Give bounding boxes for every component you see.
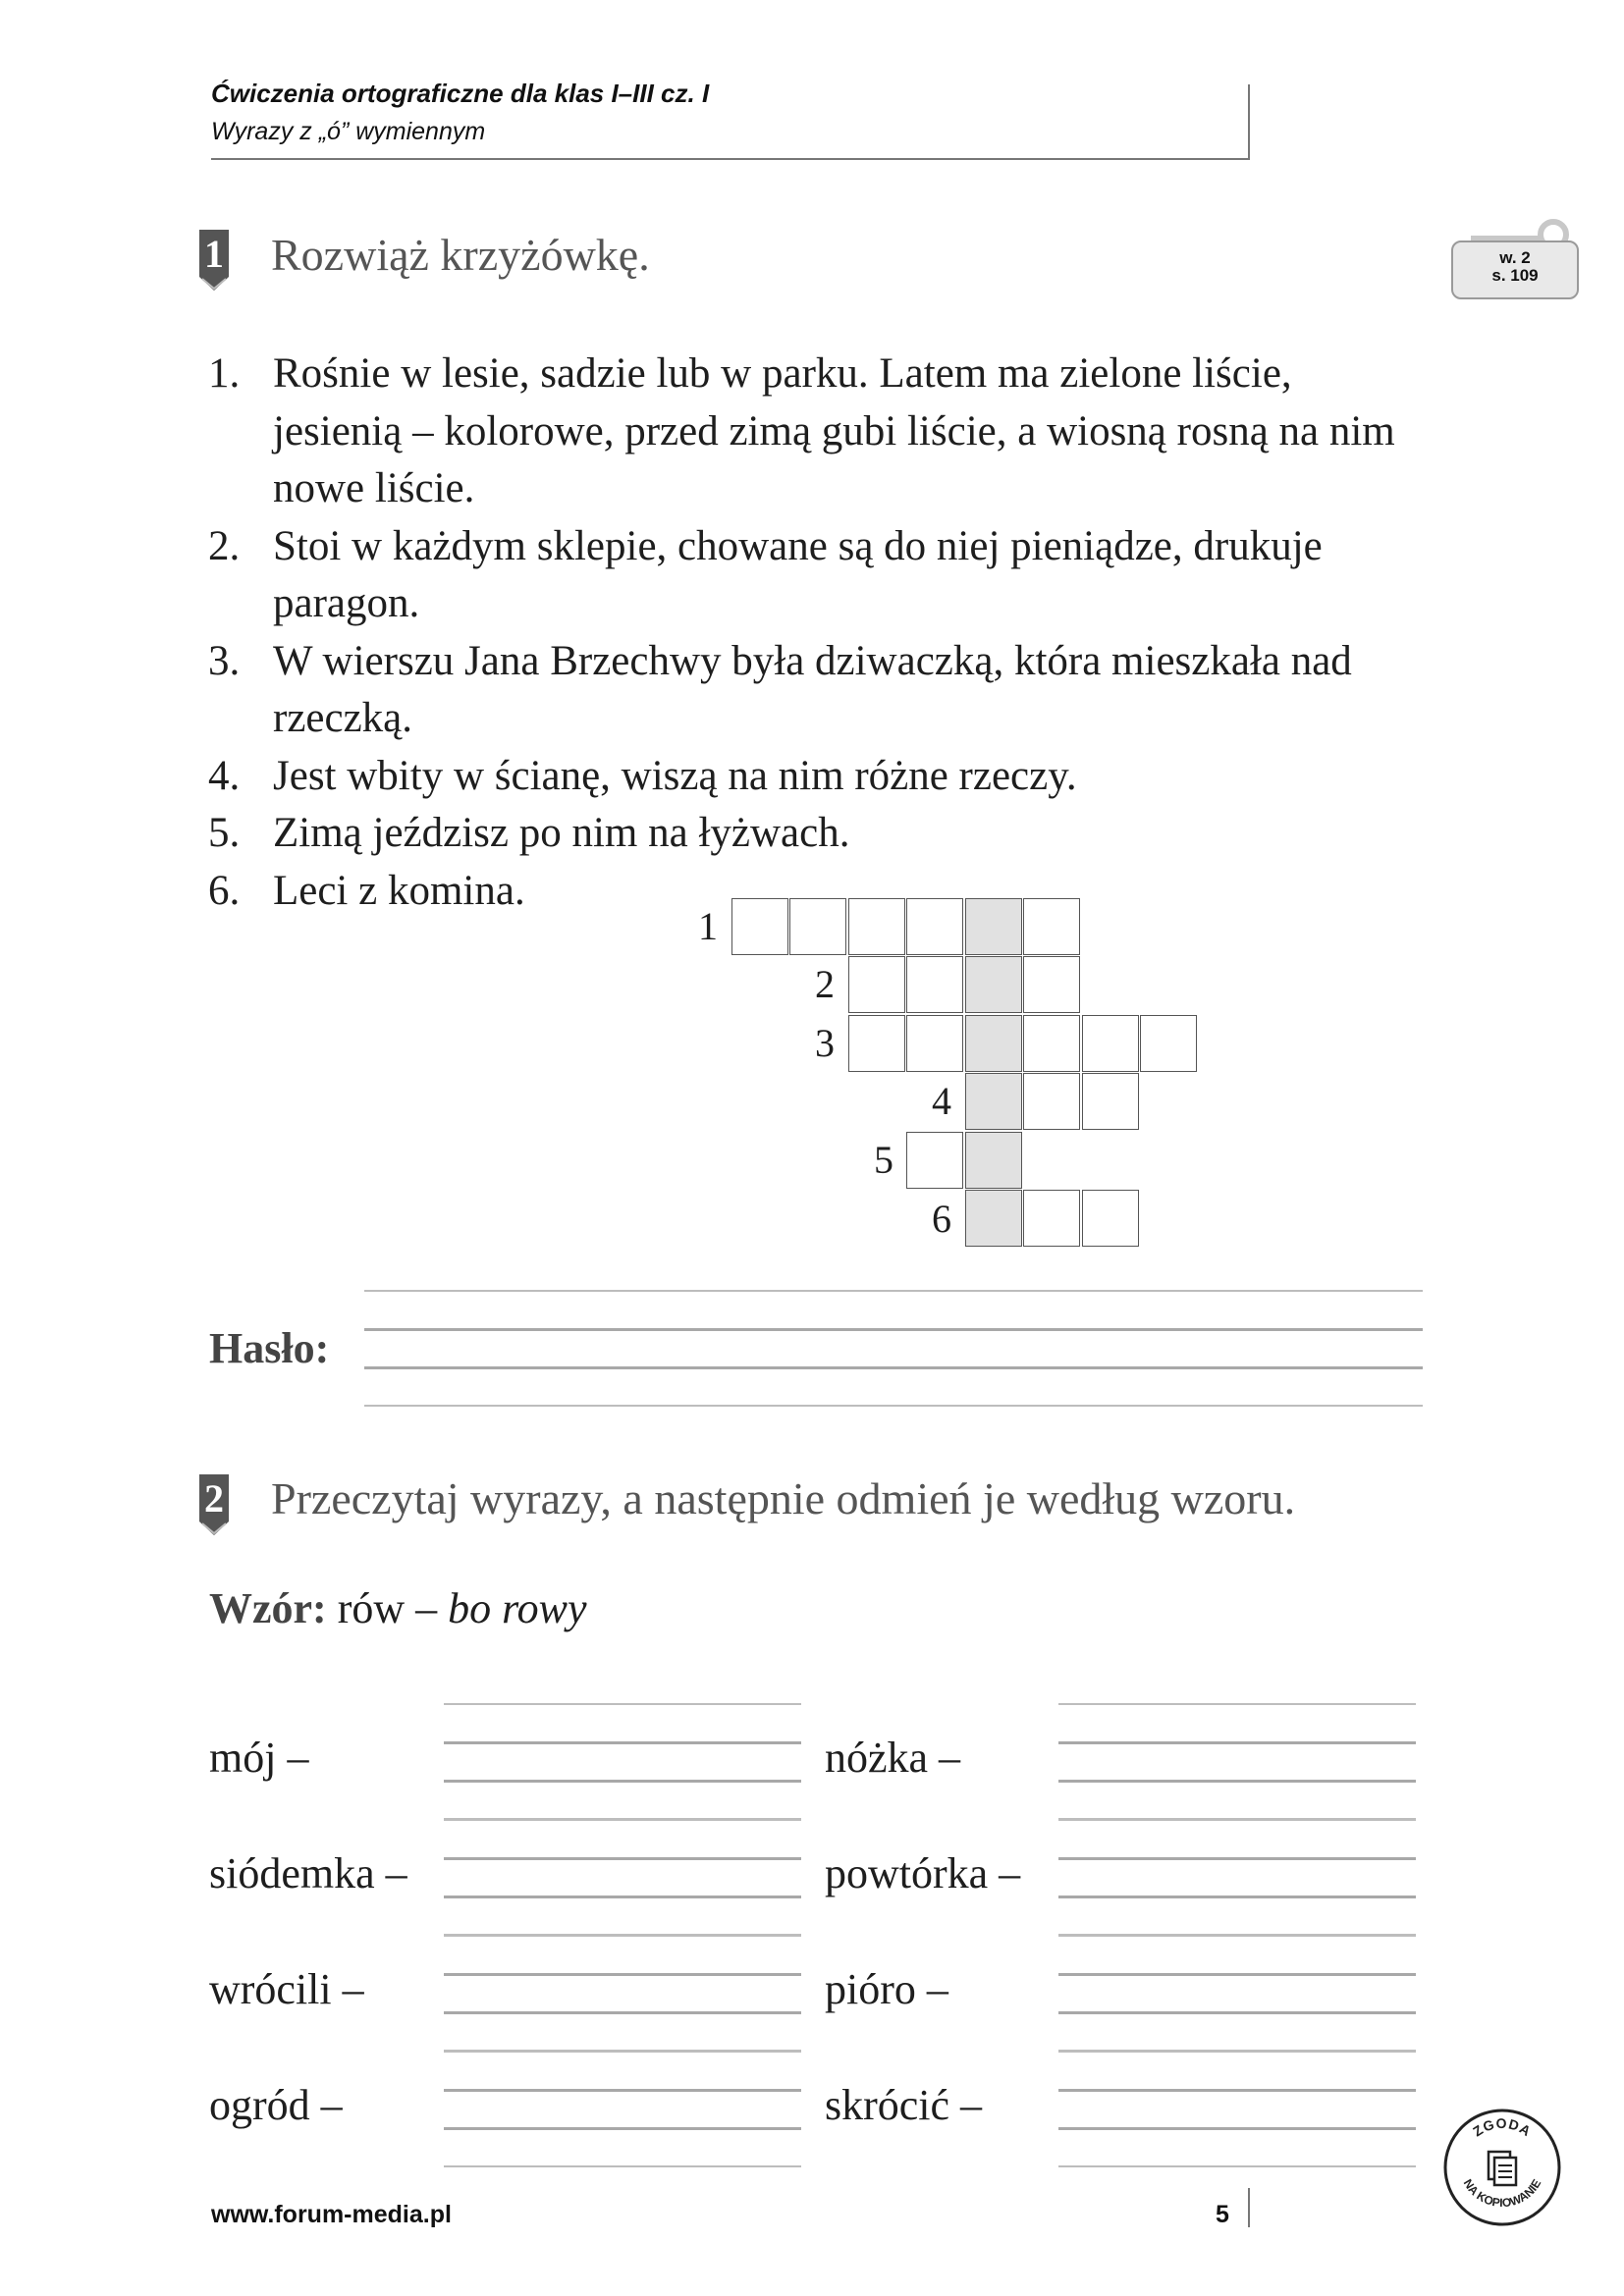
page-number: 5 — [1216, 2201, 1229, 2228]
crossword-key-cell[interactable] — [965, 956, 1022, 1013]
word-left: mój – — [209, 1734, 309, 1782]
clue-number: 2. — [208, 522, 241, 569]
writing-line[interactable] — [1058, 1741, 1416, 1744]
word-left: siódemka – — [209, 1849, 407, 1897]
clue-item — [208, 633, 1426, 748]
crossword-cell[interactable] — [1023, 956, 1080, 1013]
footer-divider — [1248, 2188, 1250, 2227]
crossword-cell[interactable] — [906, 956, 963, 1013]
writing-line[interactable] — [1058, 1703, 1416, 1705]
header-vertical-divider — [1248, 84, 1250, 160]
writing-line[interactable] — [1058, 2127, 1416, 2130]
clue-text: Stoi w każdym sklepie, chowane są do niej pieniądze, drukuje paragon. — [273, 522, 1323, 626]
clue-number: 3. — [208, 637, 241, 684]
writing-line[interactable] — [444, 2165, 801, 2167]
header-divider — [211, 158, 1250, 160]
crossword-cell[interactable] — [1140, 1015, 1197, 1072]
writing-line[interactable] — [1058, 1857, 1416, 1860]
crossword-cell[interactable] — [1082, 1015, 1139, 1072]
word-left: wrócili – — [209, 1965, 364, 2013]
copy-permission-stamp-icon — [1441, 2107, 1563, 2228]
writing-line[interactable] — [444, 2011, 801, 2014]
header-subtitle: Wyrazy z „ó” wymiennym — [211, 118, 486, 145]
crossword-cell[interactable] — [1023, 1015, 1080, 1072]
crossword-cell[interactable] — [848, 1015, 905, 1072]
writing-line[interactable] — [1058, 2089, 1416, 2092]
answer-key-tag — [1451, 219, 1579, 297]
crossword-cell[interactable] — [1023, 1073, 1080, 1130]
clue-text: Zimą jeździsz po nim na łyżwach. — [273, 810, 850, 856]
password-label: Hasło: — [209, 1324, 330, 1372]
writing-line[interactable] — [444, 1741, 801, 1744]
clue-number: 5. — [208, 810, 241, 856]
writing-line[interactable] — [1058, 1973, 1416, 1976]
crossword-row-label: 2 — [815, 962, 835, 1006]
writing-line[interactable] — [1058, 2165, 1416, 2167]
answer-key-exercise: w. 2 — [1499, 248, 1531, 267]
clue-item — [208, 346, 1426, 518]
crossword-cell[interactable] — [1023, 1190, 1080, 1247]
exercise-2-title: Przeczytaj wyrazy, a następnie odmień je według wzoru. — [271, 1473, 1296, 1523]
clue-text: W wierszu Jana Brzechwy była dziwaczką, która mieszkała nad rzeczką. — [273, 637, 1352, 741]
header-title: Ćwiczenia ortograficzne dla klas I–III cz. I — [211, 79, 710, 108]
crossword-cell[interactable] — [1082, 1073, 1139, 1130]
example-answer: bo rowy — [448, 1584, 587, 1632]
clue-item — [208, 863, 1426, 921]
footer-url[interactable]: www.forum-media.pl — [211, 2201, 452, 2228]
writing-line[interactable] — [444, 2051, 801, 2053]
clue-item — [208, 805, 1426, 863]
writing-line[interactable] — [444, 1935, 801, 1937]
exercise-1-title: Rozwiąż krzyżówkę. — [271, 230, 650, 280]
crossword-cell[interactable] — [906, 1015, 963, 1072]
answer-key-page: s. 109 — [1491, 266, 1539, 285]
example-word: rów – — [337, 1584, 438, 1632]
crossword-row-label: 1 — [698, 904, 718, 948]
writing-line[interactable] — [444, 1703, 801, 1705]
writing-line[interactable] — [444, 2089, 801, 2092]
answer-key-box — [1451, 240, 1579, 299]
exercise-2-number: 2 — [204, 1476, 224, 1521]
word-right: nóżka – — [825, 1734, 961, 1782]
crossword-row-label: 4 — [932, 1079, 951, 1123]
writing-line[interactable] — [444, 1857, 801, 1860]
word-left: ogród – — [209, 2081, 343, 2129]
writing-line[interactable] — [1058, 1935, 1416, 1937]
example-row — [209, 1583, 587, 1633]
crossword-clues — [208, 346, 1426, 920]
clue-item — [208, 748, 1426, 806]
crossword-row-label: 6 — [932, 1197, 951, 1241]
example-label: Wzór: — [209, 1584, 327, 1632]
clue-text: Leci z komina. — [273, 867, 525, 914]
clue-number: 4. — [208, 752, 241, 799]
word-right: powtórka – — [825, 1849, 1021, 1897]
word-right: pióro – — [825, 1965, 948, 2013]
writing-line[interactable] — [1058, 1780, 1416, 1783]
svg-text:ZGODA: ZGODA — [1470, 2114, 1535, 2140]
clue-number: 1. — [208, 350, 241, 397]
crossword-key-cell[interactable] — [965, 1132, 1022, 1189]
writing-line[interactable] — [444, 1973, 801, 1976]
writing-line[interactable] — [1058, 2011, 1416, 2014]
crossword-key-cell[interactable] — [965, 1073, 1022, 1130]
writing-line[interactable] — [444, 1819, 801, 1821]
writing-line[interactable] — [1058, 1896, 1416, 1898]
crossword-key-cell[interactable] — [965, 1015, 1022, 1072]
crossword-row-label: 5 — [874, 1138, 893, 1182]
clue-number: 6. — [208, 867, 241, 914]
writing-line[interactable] — [1058, 1819, 1416, 1821]
writing-line[interactable] — [444, 1780, 801, 1783]
word-right: skrócić – — [825, 2081, 983, 2129]
exercise-1-number: 1 — [204, 232, 224, 276]
clue-item — [208, 518, 1426, 633]
crossword-key-cell[interactable] — [965, 1190, 1022, 1247]
crossword-cell[interactable] — [848, 956, 905, 1013]
crossword-cell[interactable] — [906, 1132, 963, 1189]
clue-text: Jest wbity w ścianę, wiszą na nim różne rzeczy. — [273, 752, 1077, 799]
crossword-row-label: 3 — [815, 1021, 835, 1065]
writing-line[interactable] — [444, 1896, 801, 1898]
clue-text: Rośnie w lesie, sadzie lub w parku. Latem ma zielone liście, jesienią – kolorowe, przed zimą gubi liście, a wiosną rosną na nim nowe liście. — [273, 350, 1395, 511]
svg-text:NA KOPIOWANIE: NA KOPIOWANIE — [1460, 2176, 1544, 2211]
writing-line[interactable] — [444, 2127, 801, 2130]
writing-line[interactable] — [1058, 2051, 1416, 2053]
crossword-cell[interactable] — [1082, 1190, 1139, 1247]
